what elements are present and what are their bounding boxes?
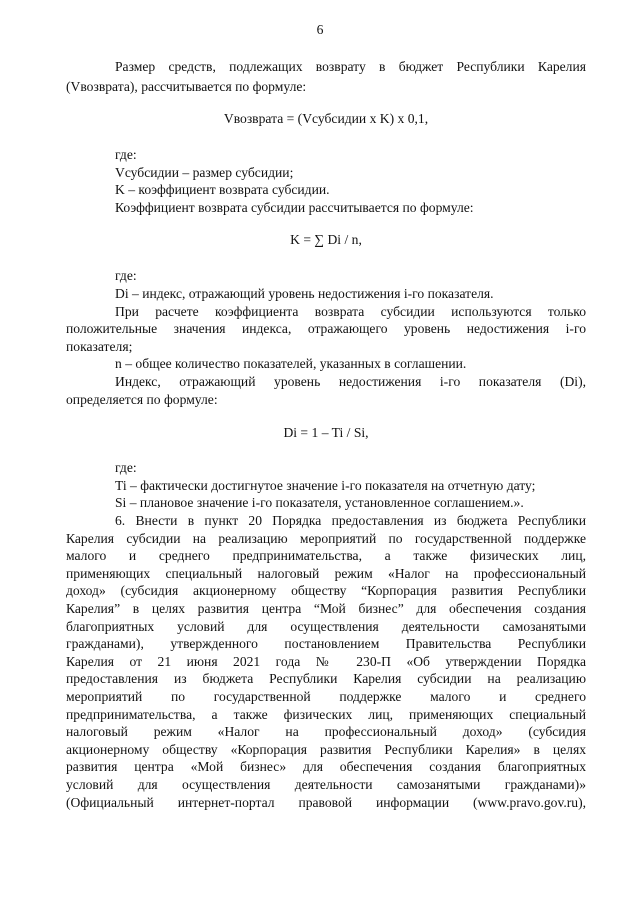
- text-line: Карелия от 21 июня 2021 года № 230-П «Об утверждении Порядка: [66, 654, 586, 669]
- text-line: показателя;: [66, 339, 133, 354]
- text-line: где:: [115, 147, 137, 162]
- page-number: 6: [316, 22, 324, 37]
- text-line: определяется по формуле:: [66, 392, 218, 407]
- text-line: положительные значения индекса, отражающего уровень недостижения i-го: [66, 321, 586, 336]
- text-line: Si – плановое значение i-го показателя, установленное соглашением.».: [115, 495, 524, 510]
- text-line: (Vвозврата), рассчитывается по формуле:: [66, 79, 307, 94]
- text-line: мероприятий по государственной поддержке малого и среднего: [66, 689, 586, 704]
- text-line: предпринимательства, а также физических лиц, применяющих специальный: [66, 707, 586, 722]
- text-line: предоставления из бюджета Республики Карелия субсидии на реализацию: [66, 671, 586, 686]
- text-line: Карелия” в целях развития центра “Мой бизнес” для обеспечения создания: [66, 601, 586, 616]
- text-line: Карелия субсидии на реализацию мероприятий по государственной поддержке: [66, 531, 586, 546]
- text-line: Индекс, отражающий уровень недостижения i-го показателя (Di),: [115, 374, 586, 389]
- text-line: K – коэффициент возврата субсидии.: [115, 182, 330, 197]
- text-line: n – общее количество показателей, указанных в соглашении.: [115, 356, 467, 371]
- text-line: налоговый режим «Налог на профессиональный доход» (субсидия: [66, 724, 586, 739]
- text-line: 6. Внести в пункт 20 Порядка предоставления из бюджета Республики: [115, 513, 586, 528]
- text-line: где:: [115, 460, 137, 475]
- text-line: акционерному обществу «Корпорация развития Республики Карелия» в целях: [66, 742, 586, 757]
- text-line: развития центра «Мой бизнес» для обеспечения создания благоприятных: [66, 759, 586, 774]
- text-line: Коэффициент возврата субсидии рассчитывается по формуле:: [115, 200, 474, 215]
- text-line: Di – индекс, отражающий уровень недостижения i-го показателя.: [115, 286, 494, 301]
- text-line: условий для осуществления деятельности самозанятыми гражданами)»: [66, 777, 586, 792]
- text-line: При расчете коэффициента возврата субсидии используются только: [115, 304, 586, 319]
- text-line: Ti – фактически достигнутое значение i-го показателя на отчетную дату;: [115, 478, 536, 493]
- text-line: (Официальный интернет-портал правовой информации (www.pravo.gov.ru),: [66, 795, 586, 810]
- formula-v-return: Vвозврата = (Vсубсидии x K) x 0,1,: [223, 111, 429, 126]
- text-line: малого и среднего предпринимательства, а также физических лиц,: [66, 548, 586, 563]
- text-line: Vсубсидии – размер субсидии;: [115, 165, 294, 180]
- text-line: где:: [115, 268, 137, 283]
- text-line: доход» (субсидия акционерному обществу “Корпорация развития Республики: [66, 583, 586, 598]
- text-line: гражданами), утвержденного постановлением Правительства Республики: [66, 636, 586, 651]
- text-line: Размер средств, подлежащих возврату в бюджет Республики Карелия: [115, 59, 586, 74]
- text-line: благоприятных условий для осуществления деятельности самозанятыми: [66, 619, 586, 634]
- text-line: применяющих специальный налоговый режим «Налог на профессиональный: [66, 566, 586, 581]
- formula-k: K = ∑ Di / n,: [290, 232, 362, 247]
- formula-di: Di = 1 – Ti / Si,: [283, 425, 369, 440]
